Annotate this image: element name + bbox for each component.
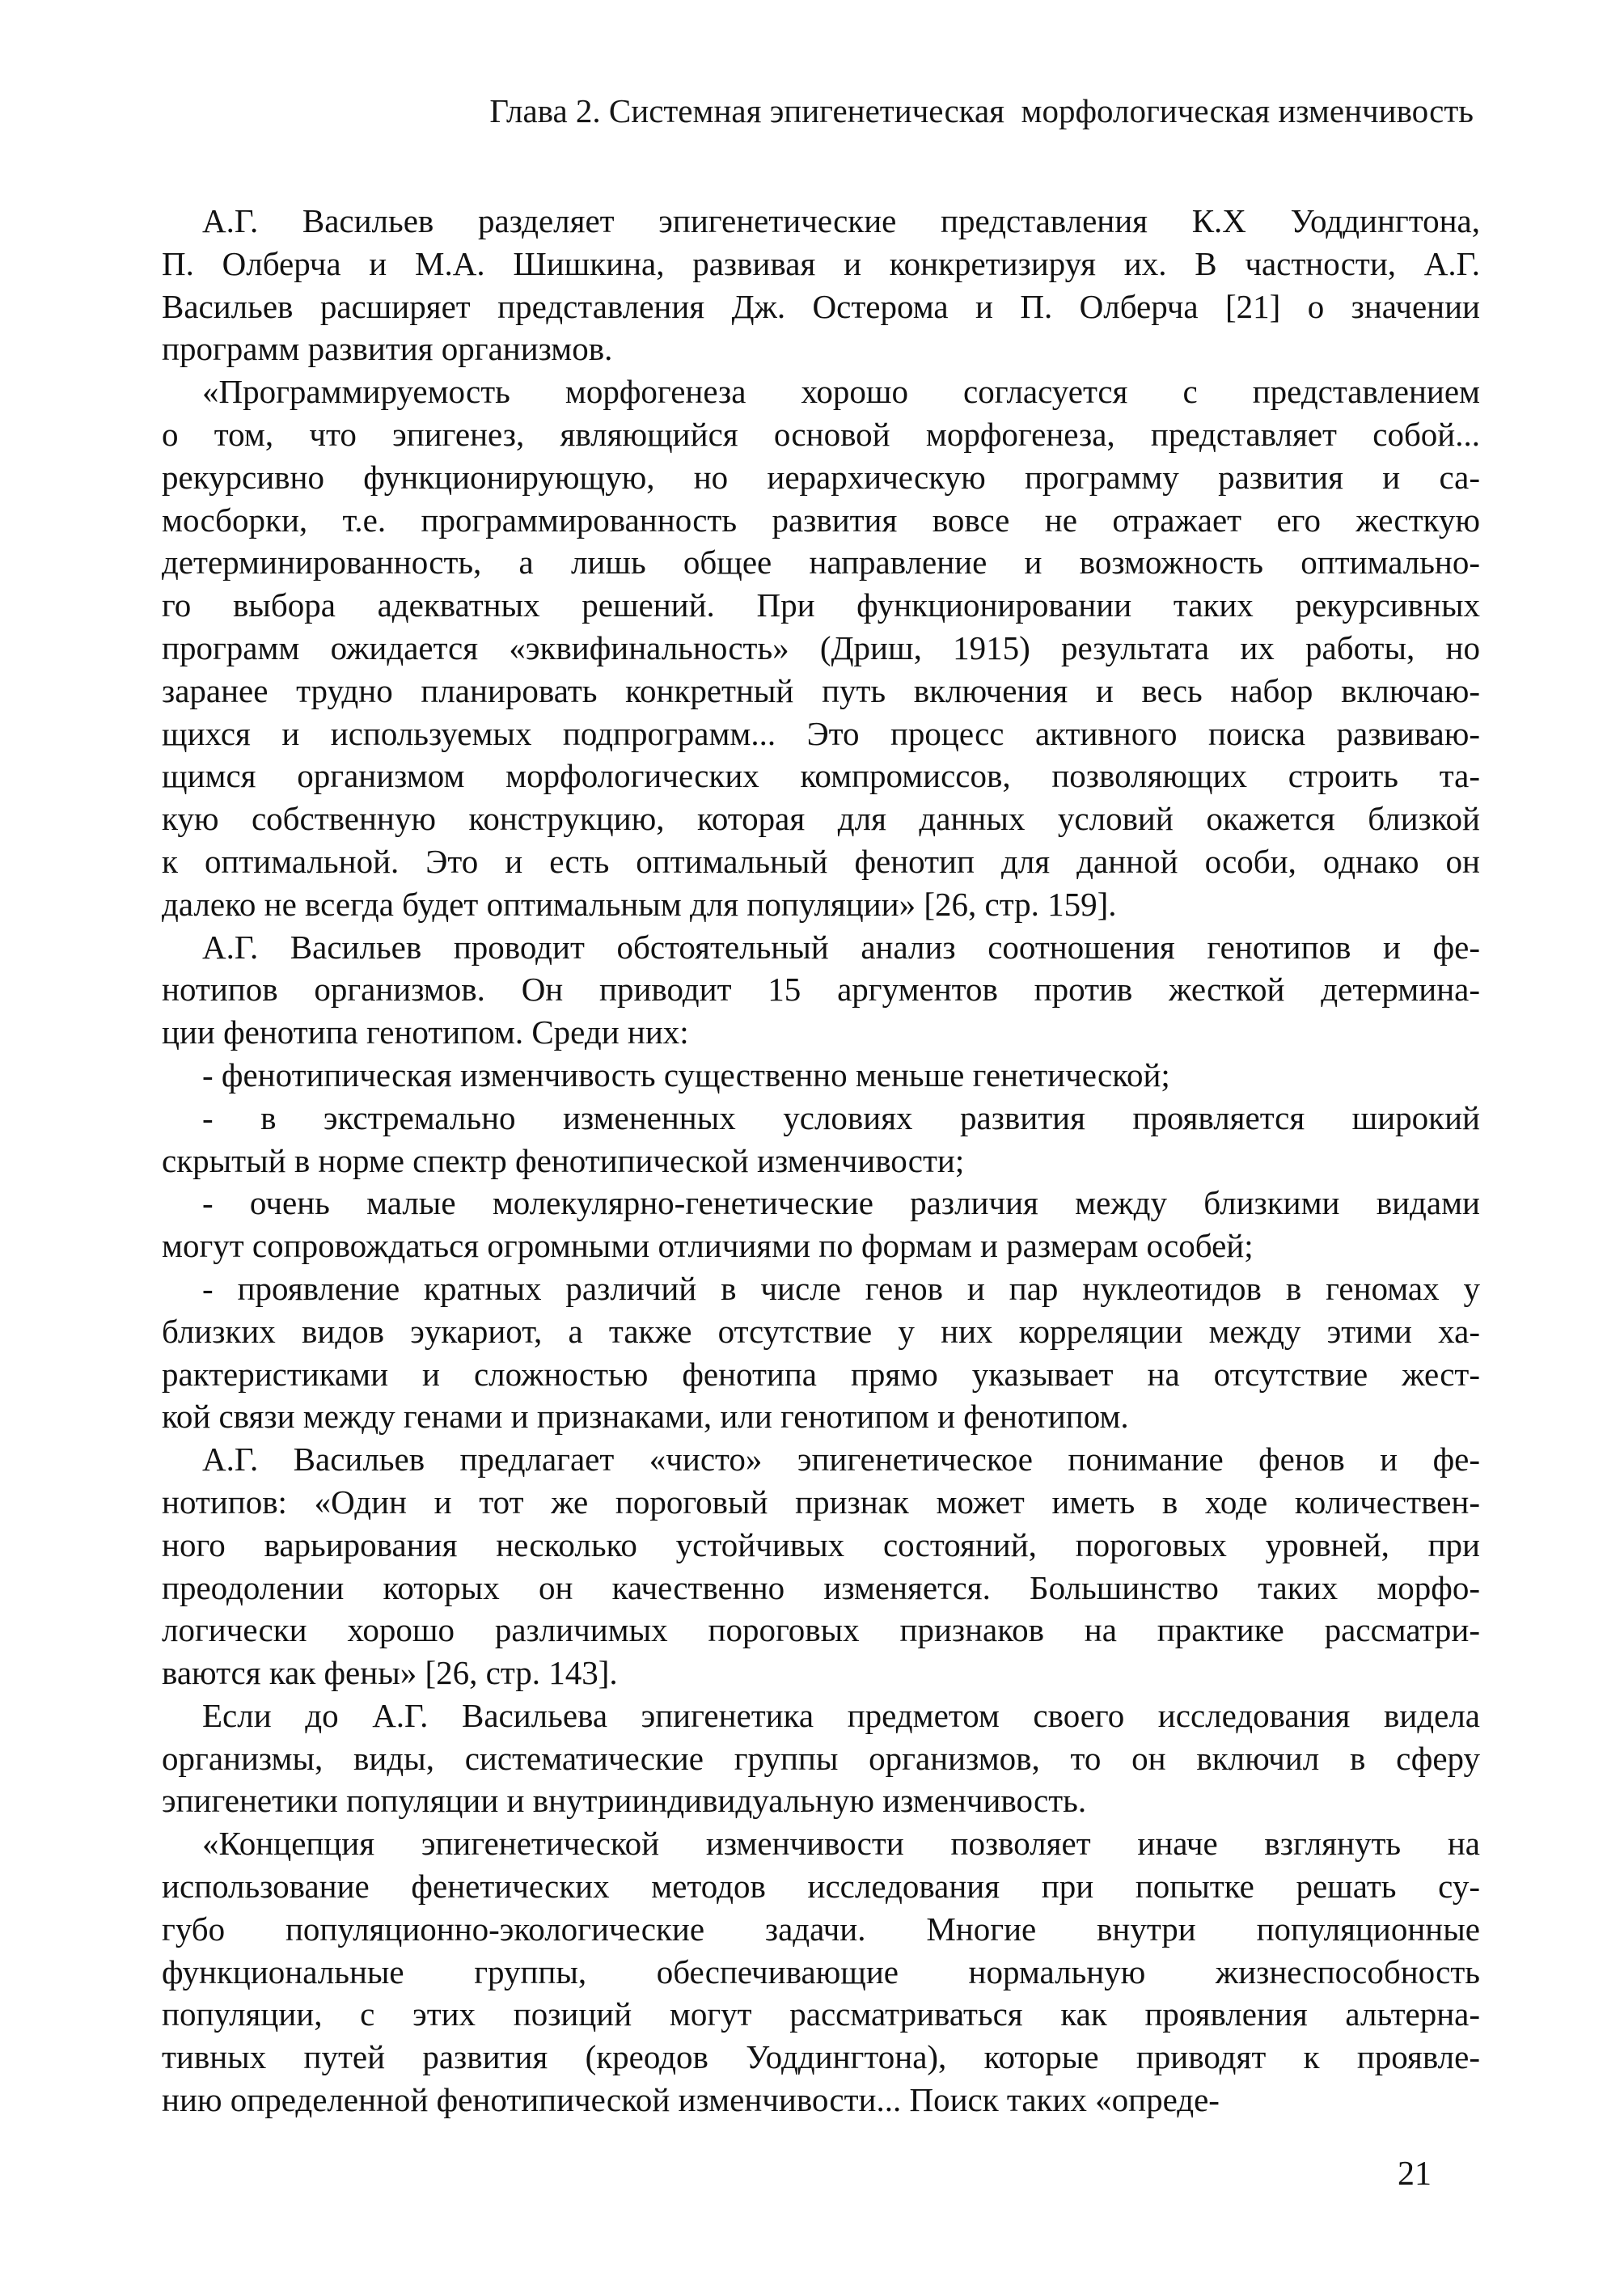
paragraph [162, 926, 1480, 1054]
page-number: 21 [1398, 2156, 1432, 2193]
paragraph [162, 1182, 1480, 1267]
text-line: - в экстремально измененных условиях развития проявляется широкий [202, 1098, 1480, 1136]
paragraph [162, 370, 1480, 925]
text-line: организмы, виды, систематические группы организмов, то он включил в сферу [162, 1739, 1480, 1777]
text-line: популяции, с этих позиций могут рассматриваться как проявления альтерна- [162, 1995, 1480, 2033]
text-line: программ развития организмов. [162, 330, 613, 368]
text-line: детерминированность, а лишь общее направление и возможность оптимально- [162, 544, 1480, 582]
text-line: А.Г. Васильев разделяет эпигенетические представления К.Х Уоддингтона, [202, 202, 1480, 239]
text-line: использование фенетических методов исследования при попытке решать су- [162, 1868, 1480, 1906]
paragraph [162, 1267, 1480, 1438]
text-line: нию определенной фенотипической изменчивости... Поиск таких «опреде- [162, 2081, 1220, 2119]
text-line: рекурсивно функционирующую, но иерархическую программу развития и са- [162, 458, 1480, 496]
text-line: рактеристиками и сложностью фенотипа прямо указывает на отсутствие жест- [162, 1355, 1480, 1393]
text-line: «Программируемость морфогенеза хорошо согласуется с представлением [202, 373, 1480, 411]
text-line: заранее трудно планировать конкретный путь включения и весь набор включаю- [162, 671, 1480, 709]
text-line: нотипов организмов. Он приводит 15 аргументов против жесткой детермина- [162, 971, 1480, 1009]
text-line: - очень малые молекулярно-генетические различия между близкими видами [202, 1184, 1480, 1222]
text-line: далеко не всегда будет оптимальным для популяции» [26, стр. 159]. [162, 885, 1117, 923]
text-line: близких видов эукариот, а также отсутствие у них корреляции между этими ха- [162, 1312, 1480, 1350]
text-line: эпигенетики популяции и внутрииндивидуальную изменчивость. [162, 1782, 1087, 1820]
paragraph [162, 200, 1480, 370]
text-line: - фенотипическая изменчивость существенно меньше генетической; [202, 1056, 1170, 1094]
text-line: кой связи между генами и признаками, или генотипом и фенотипом. [162, 1398, 1129, 1436]
text-line: ции фенотипа генотипом. Среди них: [162, 1013, 689, 1051]
text-line: губо популяционно-экологические задачи. Многие внутри популяционные [162, 1910, 1480, 1948]
paragraph [162, 1054, 1480, 1097]
text-line: «Концепция эпигенетической изменчивости позволяет иначе взглянуть на [202, 1825, 1480, 1863]
paragraph [162, 1822, 1480, 2122]
text-line: А.Г. Васильев проводит обстоятельный анализ соотношения генотипов и фе- [202, 928, 1480, 966]
text-line: тивных путей развития (креодов Уоддингтона), которые приводят к проявле- [162, 2038, 1480, 2076]
text-line: П. Олберча и М.А. Шишкина, развивая и конкретизируя их. В частности, А.Г. [162, 244, 1480, 282]
text-line: ного варьирования несколько устойчивых состояний, пороговых уровней, при [162, 1525, 1480, 1563]
text-line: Васильев расширяет представления Дж. Остерома и П. Олберча [21] о значении [162, 287, 1480, 325]
text-line: преодолении которых он качественно изменяется. Большинство таких морфо- [162, 1568, 1480, 1606]
text-line: А.Г. Васильев предлагает «чисто» эпигенетическое понимание фенов и фе- [202, 1441, 1480, 1479]
text-line: - проявление кратных различий в числе генов и пар нуклеотидов в геномах у [202, 1269, 1480, 1307]
text-line: скрытый в норме спектр фенотипической изменчивости; [162, 1141, 965, 1179]
body-text [162, 200, 1480, 2122]
text-line: программ ожидается «эквифинальность» (Дриш, 1915) результата их работы, но [162, 628, 1480, 666]
text-line: кую собственную конструкцию, которая для данных условий окажется близкой [162, 800, 1480, 838]
text-line: могут сопровождаться огромными отличиями по формам и размерам особей; [162, 1227, 1254, 1265]
paragraph [162, 1097, 1480, 1182]
text-line: функциональные группы, обеспечивающие нормальную жизнеспособность [162, 1952, 1480, 1991]
text-line: о том, что эпигенез, являющийся основой морфогенеза, представляет собой... [162, 415, 1480, 453]
text-line: Если до А.Г. Васильева эпигенетика предметом своего исследования видела [202, 1696, 1480, 1734]
paragraph [162, 1438, 1480, 1694]
paragraph [162, 1694, 1480, 1822]
text-line: логически хорошо различимых пороговых признаков на практике рассматри- [162, 1611, 1480, 1649]
text-line: к оптимальной. Это и есть оптимальный фенотип для данной особи, однако он [162, 842, 1480, 880]
text-line: щимся организмом морфологических компромиссов, позволяющих строить та- [162, 757, 1480, 795]
text-line: нотипов: «Один и тот же пороговый признак может иметь в ходе количествен- [162, 1483, 1480, 1521]
text-line: мосборки, т.е. программированность развития вовсе не отражает его жесткую [162, 501, 1480, 539]
text-line: го выбора адекватных решений. При функционировании таких рекурсивных [162, 586, 1480, 624]
text-line: ваются как фены» [26, стр. 143]. [162, 1654, 618, 1692]
text-line: щихся и используемых подпрограмм... Это процесс активного поиска развиваю- [162, 714, 1480, 752]
running-header: Глава 2. Системная эпигенетическая морфологическая изменчивость [489, 92, 1474, 129]
